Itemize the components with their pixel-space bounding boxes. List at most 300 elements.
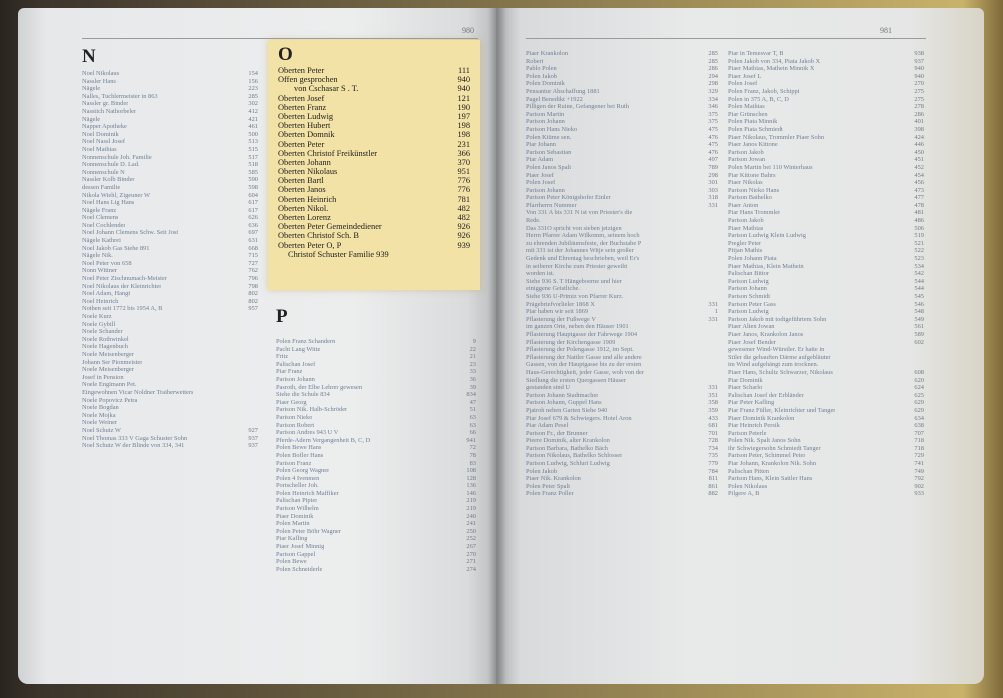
index-entry	[728, 103, 924, 111]
entry-page-number: 798	[248, 282, 258, 290]
entry-name: Pflasterung der Polengasse 1912, im Sept.	[526, 346, 634, 354]
entry-page-number: 111	[458, 66, 470, 75]
index-entry	[82, 192, 258, 200]
index-entry	[278, 103, 470, 112]
entry-page-number: 951	[457, 167, 470, 177]
index-entry	[526, 247, 718, 255]
entry-page-number: 72	[469, 444, 476, 452]
index-entry	[276, 490, 476, 498]
entry-page-number: 286	[708, 65, 718, 73]
entry-page-number: 482	[457, 203, 470, 213]
index-entry	[728, 316, 924, 324]
entry-page-number: 198	[457, 121, 470, 131]
entry-name: Parison Johann Stadtmacher	[526, 391, 599, 399]
entry-name: Nalles, Tuchlermeister in 863	[82, 92, 158, 100]
index-entry	[526, 270, 718, 278]
entry-name: Gedenk und Ehrentag beschrieben, weil Er's	[526, 255, 640, 263]
entry-name: Polen Josef	[526, 179, 556, 187]
entry-name: Noel Mathias	[82, 145, 117, 153]
entry-name: Pilligen der Ruine, Gefangener bei Ruth	[526, 103, 629, 111]
index-entry	[276, 346, 476, 354]
entry-page-number: 602	[914, 338, 924, 346]
entry-name: Noele Meisenberger	[82, 366, 134, 374]
entry-name: Polen Josef	[728, 80, 758, 88]
entry-name: Nonnenschule D. Lad.	[82, 161, 140, 169]
entry-page-number: 544	[914, 285, 924, 293]
index-entry	[276, 338, 476, 346]
index-entry	[526, 452, 718, 460]
entry-name: Parison Jakob	[728, 148, 764, 156]
entry-name: Pagel Benedikt +1922	[526, 95, 583, 103]
entry-page-number: 631	[248, 237, 258, 245]
entry-name: Oberten Franz	[278, 102, 327, 112]
index-entry	[82, 116, 258, 124]
entry-name: Siedlung die ersten Quergassen Häuser	[526, 376, 626, 384]
entry-page-number: 241	[466, 520, 476, 528]
entry-page-number: 475	[708, 141, 718, 149]
index-column-n	[82, 70, 258, 450]
entry-name: Polen Jakob	[526, 467, 558, 475]
entry-page-number: 598	[248, 183, 258, 191]
index-entry	[526, 377, 718, 385]
entry-page-number: 939	[457, 240, 470, 250]
index-entry	[728, 96, 924, 104]
entry-page-number: 590	[248, 176, 258, 184]
index-entry	[278, 231, 470, 240]
entry-page-number: 66	[469, 429, 476, 437]
entry-name: Polen Nikolaus	[728, 482, 768, 490]
index-entry	[728, 134, 924, 142]
entry-name: Parison Schmidt	[728, 293, 771, 300]
entry-page-number: 861	[708, 482, 718, 490]
index-entry	[276, 422, 476, 430]
entry-name: Nonnenschule Joh. Familie	[82, 153, 152, 161]
entry-name: Gassen, von der Hauptgasse bis zu der ersten	[526, 361, 642, 369]
entry-name: Piaer Alten Jowan	[728, 323, 775, 331]
entry-page-number: 834	[466, 391, 476, 399]
entry-page-number: 634	[914, 414, 924, 422]
entry-name: Noele Engimann Pet.	[82, 381, 137, 389]
entry-name: Piaer Josef Bender	[728, 338, 776, 346]
entry-page-number: 121	[457, 93, 470, 103]
index-entry	[82, 154, 258, 162]
entry-name: Oberten Christof Freikünstler	[278, 148, 378, 158]
entry-name: Piaer Janos, Krankolon Janos	[728, 330, 804, 338]
entry-page-number: 681	[708, 422, 718, 430]
entry-page-number: 219	[466, 505, 476, 513]
entry-name: Siehe 936 U-Primiz von Pfarrer Kurz.	[526, 293, 624, 300]
index-entry	[526, 96, 718, 104]
entry-page-number: 398	[914, 125, 924, 133]
index-entry	[276, 513, 476, 521]
entry-name: Piaer Mathias, Mathein Minnik X	[728, 65, 815, 73]
entry-page-number: 250	[466, 527, 476, 535]
index-entry	[728, 172, 924, 180]
open-book	[18, 8, 984, 684]
index-entry	[728, 247, 924, 255]
entry-name: Noel Nikolaus	[82, 70, 120, 77]
index-entry	[526, 475, 718, 483]
index-entry	[276, 543, 476, 551]
entry-name: Nassler Kolb Binder	[82, 176, 135, 184]
entry-page-number: 275	[914, 87, 924, 95]
entry-name: Oberten Nikolaus	[278, 167, 338, 177]
entry-page-number: 477	[914, 194, 924, 202]
entry-name: Noele Meisenberger	[82, 350, 134, 358]
entry-name: Piaer Josef L	[728, 72, 762, 80]
index-entry	[82, 321, 258, 329]
index-entry	[82, 161, 258, 169]
entry-name: Parison Sebastian	[526, 148, 572, 156]
index-entry	[728, 111, 924, 119]
entry-name: Oberten Josef	[278, 93, 325, 103]
entry-name: Polen Bewe	[276, 558, 307, 566]
entry-name: Pregler Peter	[728, 239, 762, 247]
index-entry	[526, 187, 718, 195]
index-entry	[728, 346, 924, 354]
entry-name: Piar Hans Trommler	[728, 209, 781, 217]
entry-page-number: 521	[914, 239, 924, 247]
index-entry	[278, 84, 470, 93]
index-entry	[728, 58, 924, 66]
entry-name: Parison Peter, Schimmel Peter	[728, 452, 806, 460]
index-entry	[82, 78, 258, 86]
entry-name: Piaer Nikolas	[728, 179, 763, 187]
entry-page-number: 802	[248, 290, 258, 298]
index-entry	[728, 88, 924, 96]
index-entry	[728, 149, 924, 157]
index-entry	[82, 229, 258, 237]
entry-name: Noel Nassl Josef	[82, 138, 125, 146]
entry-name: Pitjan Mathis	[728, 247, 763, 255]
entry-name: Pflasterung der Kirchengasse 1909	[526, 338, 616, 346]
entry-page-number: 359	[708, 406, 718, 414]
entry-page-number: 334	[708, 95, 718, 103]
index-entry	[526, 339, 718, 347]
index-entry	[526, 240, 718, 248]
entry-name: Parison Hans, Klein Sattler Hans	[728, 475, 813, 483]
entry-name: Parison Johann	[526, 186, 565, 194]
index-entry	[526, 65, 718, 73]
entry-name: Nägele	[82, 85, 101, 93]
index-entry	[82, 260, 258, 268]
index-entry	[728, 50, 924, 58]
entry-page-number: 776	[457, 176, 470, 186]
entry-page-number: 938	[914, 50, 924, 57]
entry-name: Christof Schuster Familie 939	[288, 249, 389, 259]
entry-name: Oberten Christof Sch. B	[278, 231, 359, 241]
index-entry	[728, 194, 924, 202]
entry-page-number: 937	[248, 434, 258, 442]
entry-page-number: 331	[708, 384, 718, 392]
entry-page-number: 231	[457, 139, 470, 149]
index-entry	[278, 158, 470, 167]
index-entry	[82, 245, 258, 253]
index-entry	[728, 323, 924, 331]
index-entry	[278, 195, 470, 204]
entry-name: Fritz	[276, 353, 289, 361]
entry-name: Oberten Janos	[278, 185, 326, 195]
entry-name: Nothen seit 1772 bis 1954 A, B	[82, 305, 163, 313]
entry-page-number: 294	[708, 72, 718, 80]
entry-page-number: 454	[914, 171, 924, 179]
entry-name: Polen in 375 A, B, C, D	[728, 95, 789, 103]
entry-name: Eingewohnen Vicar Noldner Traiherwetters	[82, 388, 194, 396]
index-entry	[526, 354, 718, 362]
entry-page-number: 51	[469, 406, 476, 414]
index-entry	[278, 167, 470, 176]
entry-name: Palischan Pipier	[276, 497, 318, 505]
entry-name: Piar Heinrich Persik	[728, 422, 780, 430]
entry-page-number: 331	[708, 300, 718, 308]
entry-page-number: 285	[248, 92, 258, 100]
entry-name: Polen Schneiderle	[276, 565, 323, 573]
index-entry	[82, 366, 258, 374]
index-entry	[82, 199, 258, 207]
index-entry	[82, 222, 258, 230]
entry-page-number: 926	[457, 222, 470, 232]
index-entry	[728, 225, 924, 233]
entry-page-number: 728	[708, 437, 718, 445]
entry-name: Parison Johann	[728, 285, 767, 293]
entry-name: Piar Kittone Bahrs	[728, 171, 776, 179]
index-entry	[278, 185, 470, 194]
entry-name: Oberten Peter Gemeindediener	[278, 222, 382, 232]
entry-name: Pjatroh neben Garten Siehe 940	[526, 406, 608, 414]
entry-name: Piaer Hans, Schultz Schwarzer, Nikolaus	[728, 368, 833, 376]
entry-name: Herrn Pfarrer Adam Wilkomm, seinem hoch	[526, 232, 640, 240]
index-entry	[526, 399, 718, 407]
entry-name: Nägele Franz	[82, 206, 117, 214]
entry-page-number: 549	[914, 315, 924, 323]
entry-page-number: 274	[466, 565, 476, 573]
index-entry	[526, 172, 718, 180]
index-entry	[728, 483, 924, 491]
index-column-o	[278, 66, 470, 259]
entry-name: im Wind aufgehängt zum trocknen.	[728, 361, 819, 369]
index-entry	[276, 558, 476, 566]
entry-name: Johann Ser Pionmeister	[82, 358, 143, 366]
entry-page-number: 802	[248, 297, 258, 305]
index-entry	[526, 134, 718, 142]
entry-name: Noel Cochlender	[82, 221, 126, 229]
entry-page-number: 749	[914, 467, 924, 475]
entry-name: Offen gesprochen	[278, 75, 338, 85]
entry-name: Parison Ludwig	[728, 308, 769, 316]
index-entry	[728, 308, 924, 316]
entry-page-number: 926	[457, 231, 470, 241]
entry-name: Parison Jakob	[728, 217, 764, 225]
index-entry	[526, 202, 718, 210]
entry-page-number: 784	[708, 467, 718, 475]
index-entry	[276, 460, 476, 468]
section-letter-p: P	[276, 306, 288, 327]
index-entry	[276, 520, 476, 528]
entry-name: Polen 4 Ivenmen	[276, 474, 320, 482]
entry-name: Piar haben wir seit 1869	[526, 308, 589, 316]
entry-name: Noel Schutz W	[82, 426, 121, 434]
index-entry	[728, 217, 924, 225]
entry-page-number: 331	[708, 315, 718, 323]
entry-page-number: 108	[466, 467, 476, 475]
entry-page-number: 902	[914, 482, 924, 490]
entry-name: Piar Johann	[526, 141, 556, 149]
index-entry	[278, 112, 470, 121]
entry-name: Parison Jakob mit todtgeführtem Sohn	[728, 315, 827, 323]
entry-page-number: 475	[708, 125, 718, 133]
entry-page-number: 882	[708, 490, 718, 498]
entry-name: Polen Johann Piata	[728, 255, 777, 263]
entry-name: Josef in Pension	[82, 373, 124, 381]
index-entry	[728, 301, 924, 309]
entry-page-number: 270	[914, 80, 924, 88]
entry-name: Parison Ludwig Klein Ludwig	[728, 232, 806, 240]
index-entry	[728, 232, 924, 240]
entry-page-number: 47	[469, 398, 476, 406]
entry-page-number: 456	[914, 179, 924, 187]
entry-name: Noel Jakob Gas Siehe 891	[82, 244, 150, 252]
index-entry	[276, 482, 476, 490]
entry-page-number: 486	[914, 217, 924, 225]
entry-name: Nassler gr. Binder	[82, 100, 129, 108]
entry-name: Portscheller Joh.	[276, 482, 319, 490]
index-entry	[728, 118, 924, 126]
entry-name: Pflasterung Hauptgasse der Fahrwege 1904	[526, 330, 638, 338]
entry-page-number: 223	[248, 85, 258, 93]
index-entry	[276, 437, 476, 445]
index-entry	[526, 308, 718, 316]
entry-page-number: 707	[914, 429, 924, 437]
index-entry	[82, 374, 258, 382]
index-entry	[526, 58, 718, 66]
entry-page-number: 476	[708, 133, 718, 141]
entry-page-number: 620	[914, 376, 924, 384]
entry-page-number: 589	[914, 330, 924, 338]
index-entry	[526, 209, 718, 217]
index-entry	[526, 80, 718, 88]
entry-name: Polen Peter Böhr Wagner	[276, 527, 341, 535]
entry-page-number: 727	[248, 259, 258, 267]
left-header-rule	[82, 38, 478, 39]
entry-page-number: 302	[248, 100, 258, 108]
entry-name: Piar Josef 679 & Schwiegers. Hotel Aron	[526, 414, 632, 422]
entry-name: Piaer Janos Kittone	[728, 141, 778, 149]
entry-page-number: 286	[914, 110, 924, 118]
entry-name: worden ist.	[526, 270, 555, 278]
entry-page-number: 624	[914, 384, 924, 392]
entry-name: Piaer Nikolaus, Trommler Piaer Sohn	[728, 133, 825, 141]
entry-name: Polen Heinrich Maffiker	[276, 489, 339, 497]
index-entry	[526, 316, 718, 324]
index-entry	[526, 232, 718, 240]
entry-page-number: 128	[466, 474, 476, 482]
entry-name: Piar Adam	[526, 156, 554, 164]
index-entry	[526, 103, 718, 111]
entry-name: Oberten Heinrich	[278, 194, 337, 204]
index-entry	[526, 149, 718, 157]
index-entry	[82, 305, 258, 313]
entry-page-number: 523	[914, 255, 924, 263]
index-entry	[728, 164, 924, 172]
entry-page-number: 375	[708, 118, 718, 126]
entry-page-number: 22	[469, 345, 476, 353]
entry-page-number: 33	[469, 368, 476, 376]
index-entry	[278, 94, 470, 103]
index-entry	[526, 225, 718, 233]
index-entry	[82, 237, 258, 245]
entry-name: Noele Mojka	[82, 411, 116, 419]
entry-name: gewesener Wind-Würstler. Er hatte in	[728, 346, 825, 354]
index-column-p-continued-2	[728, 50, 924, 498]
index-entry	[526, 490, 718, 498]
index-entry	[526, 50, 718, 58]
left-page-number: 980	[462, 26, 474, 35]
index-entry	[276, 566, 476, 574]
index-entry	[526, 346, 718, 354]
entry-name: dessen Familie	[82, 183, 121, 191]
entry-name: Robert	[526, 57, 544, 65]
entry-name: Oberten Ludwig	[278, 111, 334, 121]
entry-name: Parison Franz	[276, 459, 312, 467]
entry-name: Pablo Polen	[526, 65, 557, 73]
index-entry	[82, 131, 258, 139]
entry-page-number: 937	[914, 57, 924, 65]
index-entry	[728, 126, 924, 134]
entry-name: Nonnenschule N	[82, 168, 125, 176]
entry-page-number: 515	[248, 145, 258, 153]
entry-name: Das 331O spricht von sieben jetzigen	[526, 224, 622, 232]
index-entry	[82, 328, 258, 336]
index-entry	[526, 278, 718, 286]
index-entry	[526, 369, 718, 377]
entry-page-number: 518	[248, 161, 258, 169]
index-entry	[278, 241, 470, 250]
index-entry	[728, 490, 924, 498]
entry-name: Polen Martin	[276, 520, 310, 528]
entry-name: Piaer Krankolon	[526, 50, 569, 57]
entry-name: Noel Heinrich	[82, 297, 119, 305]
entry-name: Piaer Dominik	[276, 512, 314, 520]
entry-name: Pflasterung der Fußwege V	[526, 315, 596, 323]
index-entry	[82, 427, 258, 435]
index-entry	[728, 452, 924, 460]
index-entry	[82, 442, 258, 450]
entry-name: Piaer Mathias	[728, 224, 764, 232]
entry-page-number: 542	[914, 270, 924, 278]
entry-page-number: 735	[708, 452, 718, 460]
index-entry	[278, 121, 470, 130]
entry-page-number: 629	[914, 399, 924, 407]
section-letter-o: O	[278, 44, 293, 65]
index-entry	[278, 204, 470, 213]
index-entry	[526, 384, 718, 392]
entry-name: Oberten Nikol.	[278, 203, 329, 213]
entry-name: Oberten Hubert	[278, 121, 331, 131]
index-entry	[82, 435, 258, 443]
index-entry	[276, 429, 476, 437]
entry-page-number: 638	[914, 422, 924, 430]
entry-name: Noel Peter Zischnumach-Meister	[82, 275, 167, 283]
entry-name: Palischan Bittor	[728, 270, 770, 278]
index-entry	[276, 551, 476, 559]
entry-page-number: 198	[457, 130, 470, 140]
index-entry	[82, 313, 258, 321]
entry-name: Siehe 936 S. T Hängeboerne und hier	[526, 277, 622, 285]
index-entry	[728, 293, 924, 301]
entry-page-number: 401	[914, 118, 924, 126]
entry-name: Oberten Peter	[278, 66, 325, 75]
entry-page-number: 298	[708, 80, 718, 88]
